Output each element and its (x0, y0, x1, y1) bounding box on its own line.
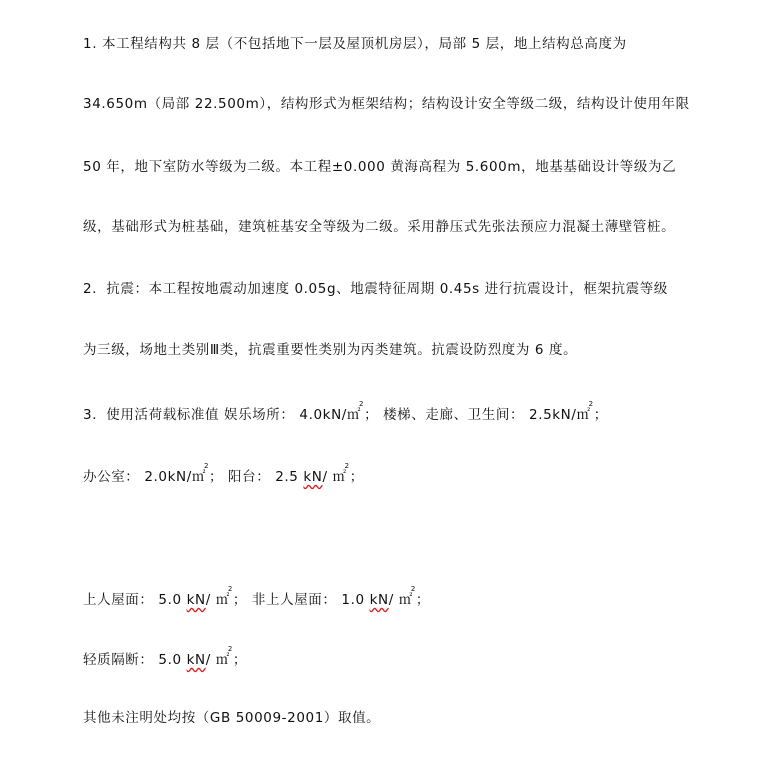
value-number: 2.5 (275, 469, 304, 485)
superscript: 2 (344, 462, 350, 470)
load-line-2 (83, 462, 364, 489)
balcony-label: ； 阳台： (209, 469, 271, 485)
load-value-nonaccess-roof (341, 592, 412, 608)
load-line-1-prefix: 3．使用活荷载标准值 娱乐场所： (83, 407, 295, 423)
load-value-entertainment: 4.0kN/㎡ (299, 407, 362, 423)
para-line-1: 1. 本工程结构共 8 层（不包括地下一层及屋顶机房层），局部 5 层，地上结构总高度为 (83, 36, 627, 52)
load-value-stairs: 2.5kN/㎡ (529, 407, 591, 423)
superscript: 2 (359, 400, 365, 408)
para-line-5: 2．抗震：本工程按地震动加速度 0.05g、地震特征周期 0.45s 进行抗震设计，框架抗震等级 (83, 281, 668, 297)
para-line-2: 34.650m（局部 22.500m），结构形式为框架结构；结构设计安全等级二级，结构设计使用年限 (83, 96, 690, 112)
load-line-4 (83, 645, 248, 672)
para-line-6: 为三级，场地土类别Ⅲ类，抗震重要性类别为丙类建筑。抗震设防烈度为 6 度。 (83, 342, 578, 358)
value-unit-kn: kN (186, 652, 206, 668)
superscript: 2 (203, 462, 210, 470)
value-unit-kn: kN (369, 592, 389, 608)
value-number: 5.0 (158, 652, 187, 668)
para-line-4: 级，基础形式为桩基础，建筑桩基安全等级为二级。采用静压式先张法预应力混凝土薄壁管桩。 (83, 219, 676, 235)
value-unit-m2: / ㎡ (322, 469, 347, 485)
value-number: 1.0 (341, 592, 370, 608)
roof-label: 上人屋面： (83, 592, 154, 608)
load-line-4-end: ； (232, 652, 248, 668)
value-unit-m2: / ㎡ (388, 592, 413, 608)
footer-note: 其他未注明处均按（GB 50009-2001）取值。 (83, 710, 381, 726)
load-value-roof (158, 592, 229, 608)
load-line-3-end: ； (415, 592, 431, 608)
superscript: 2 (227, 585, 233, 593)
superscript: 2 (588, 400, 594, 408)
load-value-office: 2.0kN/㎡ (144, 469, 206, 485)
load-value-partition (158, 652, 229, 668)
load-line-1-end: ； (593, 407, 608, 423)
partition-label: 轻质隔断： (83, 652, 154, 668)
load-value-balcony (275, 469, 346, 485)
load-line-2-end: ； (349, 469, 364, 485)
para-line-3: 50 年，地下室防水等级为二级。本工程±0.000 黄海高程为 5.600m，地基基础设计等级为乙 (83, 159, 677, 175)
value-number: 5.0 (158, 592, 187, 608)
value-unit-m2: / ㎡ (205, 652, 230, 668)
value-unit-kn: kN (303, 469, 323, 485)
load-line-3 (83, 585, 431, 612)
load-line-1 (83, 400, 608, 427)
superscript: 2 (410, 585, 416, 593)
superscript: 2 (227, 645, 233, 653)
value-unit-kn: kN (186, 592, 206, 608)
load-line-1-mid: ； 楼梯、走廊、卫生间： (364, 407, 525, 423)
nonaccess-roof-label: ； 非上人屋面： (232, 592, 337, 608)
value-unit-m2: / ㎡ (205, 592, 230, 608)
office-label: 办公室： (83, 469, 140, 485)
